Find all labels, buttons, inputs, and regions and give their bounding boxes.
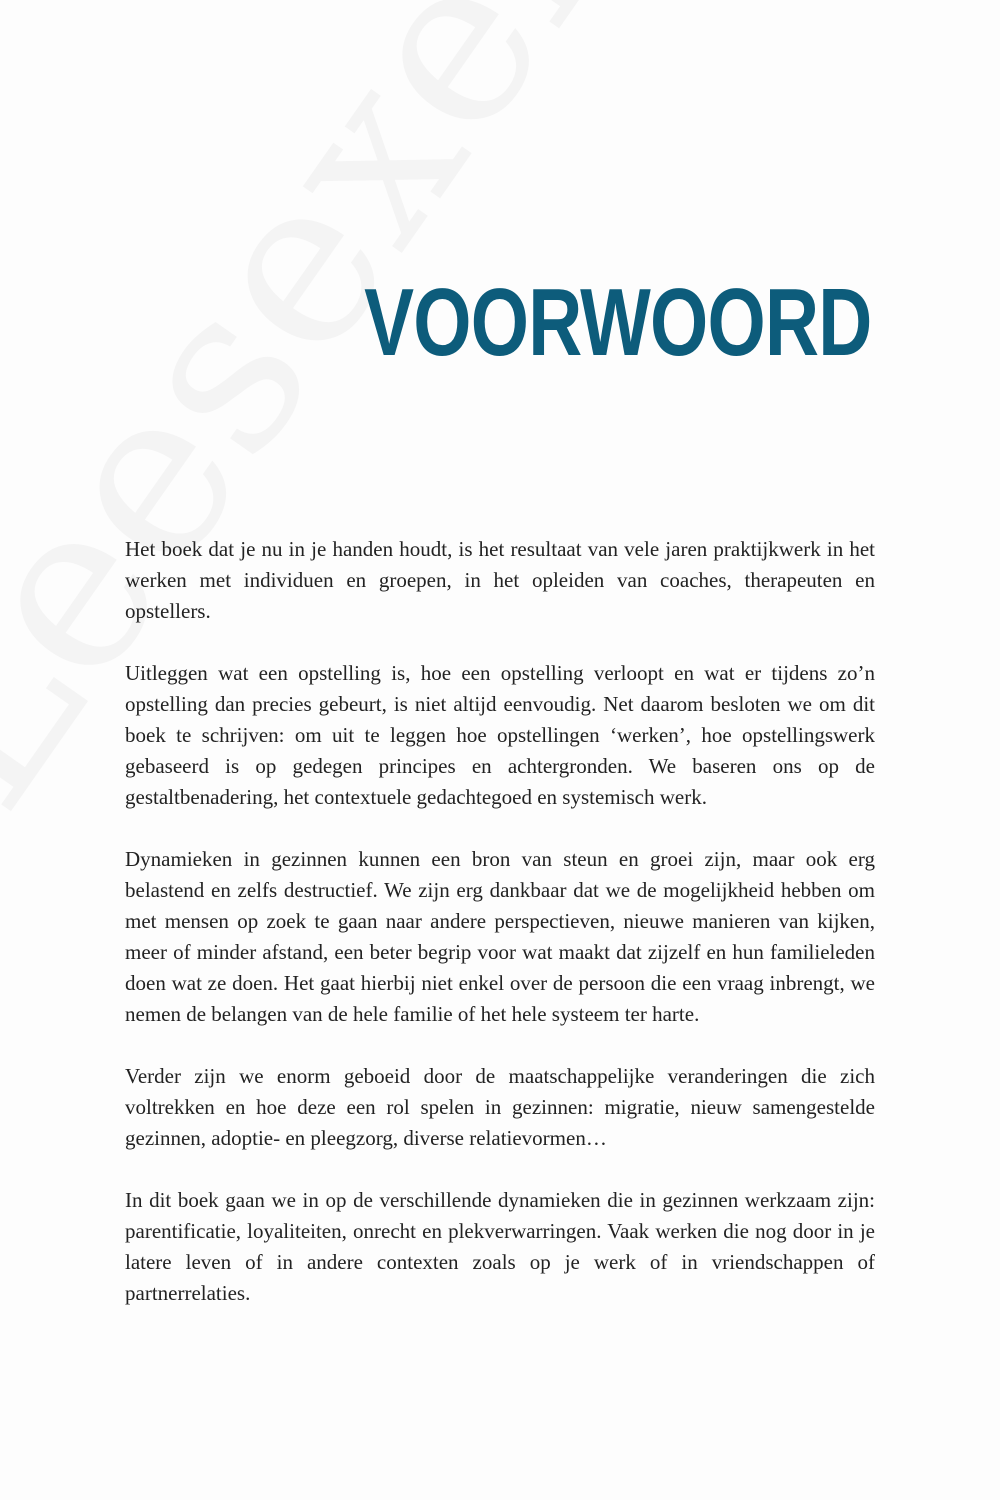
- body-text: [125, 534, 875, 1340]
- paragraph: Dynamieken in gezinnen kunnen een bron van steun en groei zijn, maar ook erg belastend en zelfs destructief. We zijn erg dankbaar dat we de mogelijkheid hebben om met mensen op zoek te gaan naar andere perspectieven, nieuwe manieren van kijken, meer of minder afstand, een beter begrip voor wat maakt dat zijzelf en hun familieleden doen wat ze doen. Het gaat hierbij niet enkel over de persoon die een vraag inbrengt, we nemen de belangen van de hele familie of het hele systeem ter harte.: [125, 847, 875, 1026]
- paragraph: Het boek dat je nu in je handen houdt, is het resultaat van vele jaren praktijkwerk in het werken met individuen en groepen, in het opleiden van coaches, therapeuten en opstellers.: [125, 537, 875, 623]
- paragraph: Uitleggen wat een opstelling is, hoe een opstelling verloopt en wat er tijdens zo’n opstelling dan precies gebeurt, is niet altijd eenvoudig. Net daarom besloten we om dit boek te schrijven: om uit te leggen hoe opstellingen ‘werken’, hoe opstellingswerk gebaseerd is op gedegen principes en achtergronden. We baseren ons op de gestaltbenadering, het contextuele gedachtegoed en systemisch werk.: [125, 661, 875, 809]
- paragraph: In dit boek gaan we in op de verschillende dynamieken die in gezinnen werkzaam zijn: parentificatie, loyaliteiten, onrecht en plekverwarringen. Vaak werken die nog door in je latere leven of in andere contexten zoals op je werk of in vriendschappen of partnerrelaties.: [125, 1188, 875, 1305]
- paragraph: Verder zijn we enorm geboeid door de maatschappelijke veranderingen die zich voltrekken en hoe deze een rol spelen in gezinnen: migratie, nieuw samengestelde gezinnen, adoptie- en pleegzorg, diverse relatievormen…: [125, 1064, 875, 1150]
- page-title: VOORWOORD: [364, 269, 872, 376]
